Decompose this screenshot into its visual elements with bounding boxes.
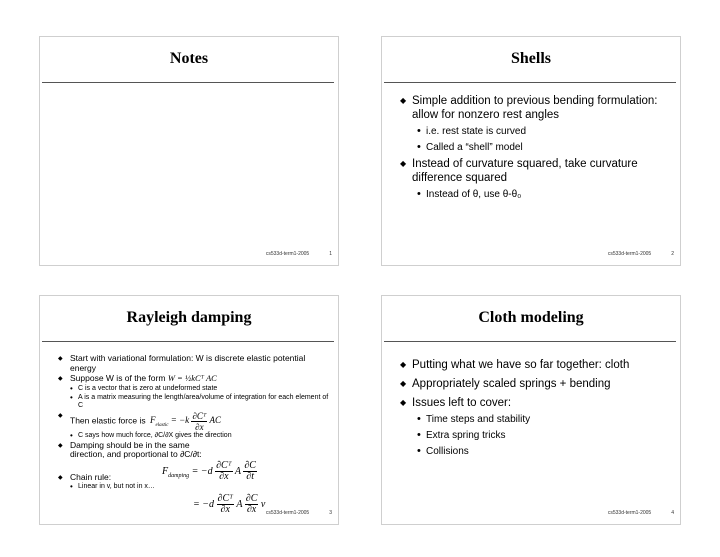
eq-fraction [245,494,259,515]
slide-title: Rayleigh damping [126,309,252,326]
slide-number: 3 [329,510,332,516]
eq-den: ∂t [246,471,255,482]
slide-footer [608,251,674,257]
eq-fraction [243,461,257,482]
eq-subscript: damping [168,472,190,479]
eq-symbol: AC [209,415,221,426]
slide-footer [608,510,674,516]
eq-num: ∂C [244,460,256,471]
equation-damping [162,461,257,482]
slide-title: Cloth modeling [478,309,584,326]
eq-num: ∂C [245,493,258,504]
bullet-item: ◆ Issues left to cover: [400,396,672,410]
equation-elastic [149,410,221,432]
eq-den: ∂x [219,471,229,482]
slide-title: Notes [169,50,209,67]
equation-w: W = ½kCᵀ AC [167,373,217,383]
equation-chain-rule [193,494,265,515]
slide-1 [39,36,339,266]
sub-bullet-item: • Instead of θ, use θ-θ₀ [400,188,672,201]
slide-body [400,358,672,461]
bullet-item [58,374,330,384]
eq-symbol: F [162,465,169,477]
eq-symbol: = −d [191,465,213,477]
footer-course: cs533d-term1-2005 [607,251,652,257]
eq-den: ∂x [246,504,257,515]
slide-3 [39,295,339,525]
title-divider [384,341,676,342]
bullet-item: ◆ Damping should be in the same direction, and proportional to ∂C/∂t: [58,441,220,460]
bullet-item [58,411,330,431]
bullet-item: ◆ Instead of curvature squared, take curvature difference squared [400,157,672,185]
bullet-item: ◆ Simple addition to previous bending formulation: allow for nonzero rest angles [400,94,672,122]
eq-subscript: elastic [155,422,169,428]
bullet-text: Then elastic force is [70,415,146,426]
eq-symbol: = −d [193,498,214,510]
eq-den: ∂x [195,421,204,432]
title-divider [42,341,334,342]
eq-fraction [191,411,207,432]
eq-symbol: A [236,498,243,510]
slide-number: 4 [671,510,674,516]
bullet-item: ◆ Putting what we have so far together: cloth [400,358,672,372]
eq-symbol: A [234,465,241,477]
slide-number: 1 [329,251,332,257]
footer-course: cs533d-term1-2005 [607,510,652,516]
sub-bullet-item: • Extra spring tricks [400,429,672,442]
slide-number: 2 [671,251,674,257]
sub-bullet-item: • i.e. rest state is curved [400,125,672,138]
sub-bullet-item: • Called a “shell” model [400,141,672,154]
sub-bullet-item: • Collisions [400,445,672,458]
sub-bullet-item: • C is a vector that is zero at undeformed state [58,385,330,393]
bullet-item: ◆ Start with variational formulation: W is discrete elastic potential energy [58,354,330,373]
footer-course: cs533d-term1-2005 [265,251,310,257]
eq-symbol: F [149,415,156,426]
title-divider [384,82,676,83]
bullet-text: Suppose W is of the form [70,373,166,383]
eq-num: ∂Cᵀ [217,493,233,504]
slide-2 [381,36,681,266]
sub-bullet-item: • C says how much force, ∂C/∂X gives the direction [58,432,330,440]
eq-symbol: v [260,498,266,510]
slide-body [400,94,672,204]
slide-4 [381,295,681,525]
eq-den: ∂x [220,504,230,515]
eq-num: ∂Cᵀ [216,460,232,471]
footer-course: cs533d-term1-2005 [265,510,310,516]
title-divider [42,82,334,83]
sub-bullet-item: • Linear in v, but not in x… [58,483,330,491]
slide-footer [266,510,332,516]
sub-bullet-item: • Time steps and stability [400,413,672,426]
eq-symbol: = −k [170,415,190,426]
eq-fraction [215,461,232,482]
slide-footer [266,251,332,257]
eq-num: ∂Cᵀ [192,410,207,421]
eq-fraction [217,494,234,515]
bullet-item: ◆ Appropriately scaled springs + bending [400,377,672,391]
sub-bullet-item: • A is a matrix measuring the length/area/volume of integration for each element of C [58,394,330,410]
slide-title: Shells [510,50,551,67]
bullet-item: ◆ Chain rule: [58,473,330,483]
